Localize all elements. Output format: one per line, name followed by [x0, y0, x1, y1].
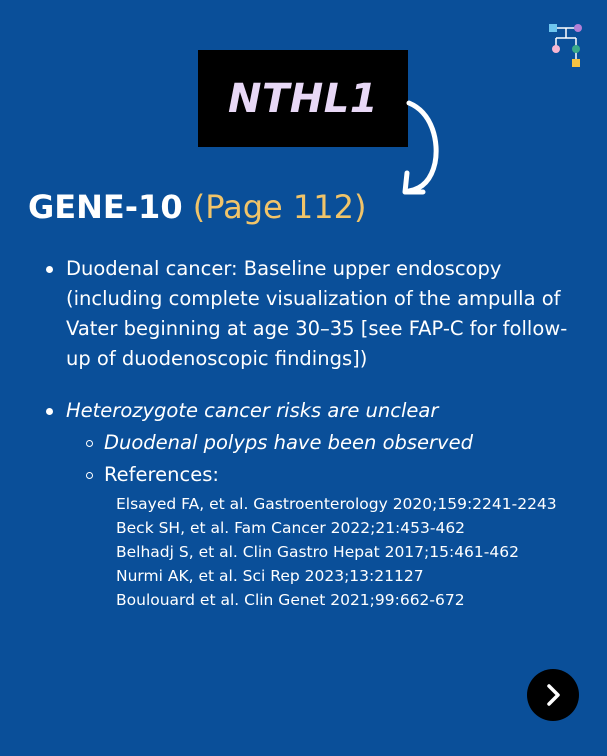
- reference-item: Boulouard et al. Clin Genet 2021;99:662-672: [116, 591, 465, 609]
- gene-name: NTHL1: [227, 75, 379, 122]
- guideline-code: GENE-10: [28, 188, 183, 226]
- pedigree-logo-icon: [546, 22, 586, 70]
- sub-list-item: [104, 428, 581, 458]
- reference-item: Elsayed FA, et al. Gastroenterology 2020;159:2241-2243: [116, 495, 557, 513]
- gene-name-box: [198, 50, 408, 147]
- reference-item: Beck SH, et al. Fam Cancer 2022;21:453-462: [116, 519, 466, 537]
- reference-item: Belhadj S, et al. Clin Gastro Hepat 2017;15:461-462: [116, 543, 519, 561]
- bullet-dot-icon: [46, 266, 53, 273]
- list-item: [66, 396, 581, 612]
- bullet-ring-icon: [86, 472, 93, 479]
- duodenal-cancer-text: Duodenal cancer: Baseline upper endoscopy (including complete visualization of the ampulla of Vater beginning at age 30–35 [see FAP-C for follow-up of duodenoscopic findings]): [66, 257, 568, 370]
- references-label: References:: [104, 463, 219, 486]
- reference-list: [116, 492, 581, 612]
- recommendation-list: [66, 254, 581, 612]
- reference-item: Nurmi AK, et al. Sci Rep 2023;13:21127: [116, 567, 424, 585]
- bullet-dot-icon: [46, 408, 53, 415]
- curved-arrow-icon: [395, 95, 445, 200]
- sub-list-item: [104, 460, 581, 490]
- chevron-right-icon: [540, 682, 566, 708]
- next-button[interactable]: [527, 669, 579, 721]
- bullet-ring-icon: [86, 440, 93, 447]
- section-heading: [28, 188, 366, 226]
- list-item: [66, 254, 581, 374]
- heterozygote-risk-text: Heterozygote cancer risks are unclear: [66, 399, 439, 422]
- duodenal-polyps-text: Duodenal polyps have been observed: [104, 431, 473, 454]
- page-reference: (Page 112): [192, 188, 367, 226]
